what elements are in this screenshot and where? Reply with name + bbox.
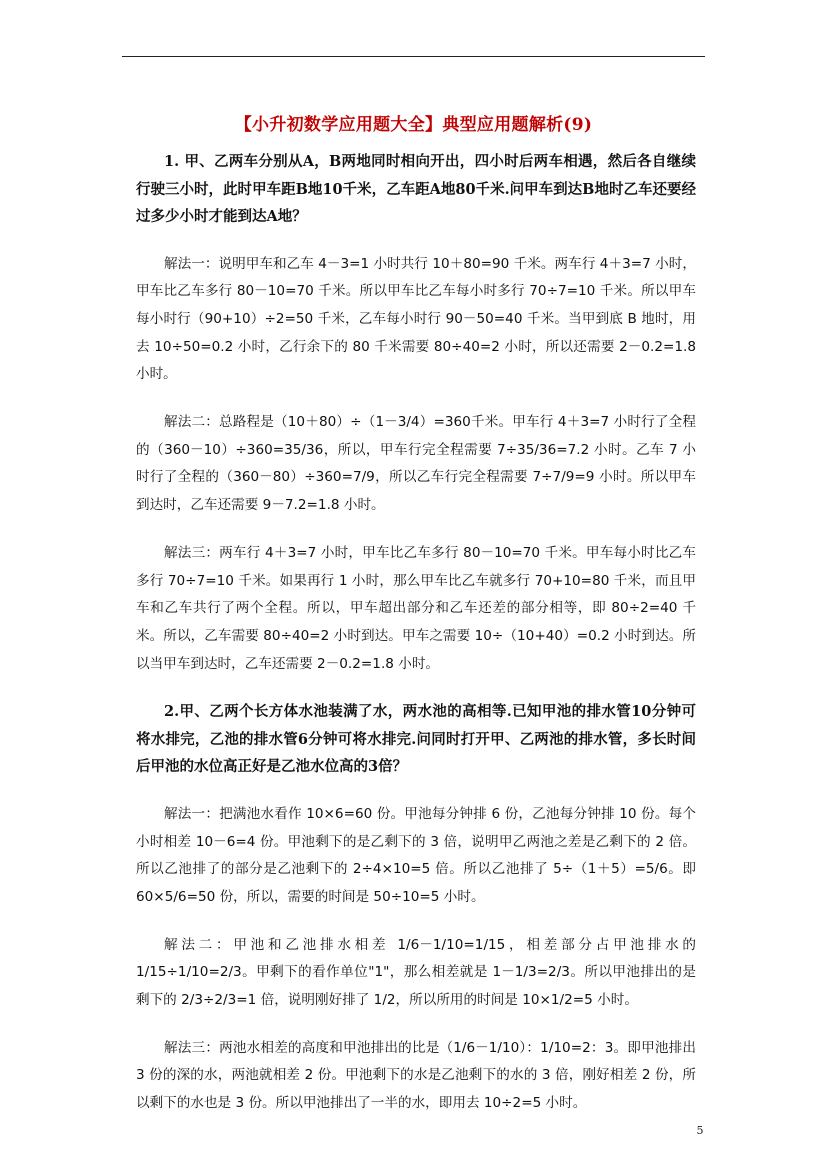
problem-1-solution-1: 解法一：说明甲车和乙车 4－3=1 小时共行 10＋80=90 千米。两车行 4＋3=7 小时，甲车比乙车多行 80－10=70 千米。所以甲车比乙车每小时多行 70÷7=10 千米。所以甲车每小时行（90+10）÷2=50 千米，乙车每小时行 90－50=40 千米。当甲到底 B 地时，用去 10÷50=0.2 小时，乙行余下的 80 千米需要 80÷40=2 小时，所以还需要 2－0.2=1.8 小时。 bbox=[136, 255, 696, 383]
document-title: 【小升初数学应用题大全】典型应用题解析(9) bbox=[234, 115, 593, 135]
problem-2-solution-1: 解法一：把满池水看作 10×6=60 份。甲池每分钟排 6 份，乙池每分钟排 10 份。每个小时相差 10－6=4 份。甲池剩下的是乙剩下的 3 倍，说明甲乙两池之差是乙剩下的 2 倍。所以乙池排了的部分是乙池剩下的 2÷4×10=5 倍。所以乙池排了 5÷（1＋5）=5/6。即 60×5/6=50 份，所以，需要的时间是 50÷10=5 小时。 bbox=[136, 805, 696, 905]
problem-1-solution-2: 解法二：总路程是（10＋80）÷（1－3/4）=360千米。甲车行 4＋3=7 小时行了全程的（360－10）÷360=35/36，所以，甲车行完全程需要 7÷35/36=7.2 小时。乙车 7 小时行了全程的（360－80）÷360=7/9，所以乙车行完全程需要 7÷7/9=9 小时。所以甲车到达时，乙车还需要 9－7.2=1.8 小时。 bbox=[136, 414, 696, 514]
problem-1-solution-3: 解法三：两车行 4＋3=7 小时，甲车比乙车多行 80－10=70 千米。甲车每小时比乙车多行 70÷7=10 千米。如果再行 1 小时，那么甲车比乙车就多行 70+10=80 千米，而且甲车和乙车共行了两个全程。所以，甲车超出部分和乙车还差的部分相等，即 80÷2=40 千米。所以，乙车需要 80÷40=2 小时到达。甲车之需要 10÷（10+40）=0.2 小时到达。所以当甲车到达时，乙车还需要 2－0.2=1.8 小时。 bbox=[136, 544, 696, 672]
page-number: 5 bbox=[696, 1124, 704, 1137]
header-rule bbox=[122, 56, 705, 57]
problem-2-question: 2.甲、乙两个长方体水池装满了水，两水池的高相等.已知甲池的排水管10分钟可将水排完，乙池的排水管6分钟可将水排完.问同时打开甲、乙两池的排水管，多长时间后甲池的水位高正好是乙池水位高的3倍？ bbox=[136, 703, 696, 776]
document-body bbox=[136, 148, 696, 1118]
problem-2-solution-2: 解法二：甲池和乙池排水相差 1/6－1/10=1/15，相差部分占甲池排水的 1/15÷1/10=2/3。甲剩下的看作单位"1"，那么相差就是 1－1/3=2/3。所以甲池排出的是剩下的 2/3÷2/3=1 倍，说明刚好排了 1/2，所以所用的时间是 10×1/2=5 小时。 bbox=[136, 936, 696, 1009]
problem-1-question: 1. 甲、乙两车分别从A，B两地同时相向开出，四小时后两车相遇，然后各自继续行驶三小时，此时甲车距B地10千米，乙车距A地80千米.问甲车到达B地时乙车还要经过多少小时才能到达A地？ bbox=[136, 153, 696, 225]
problem-2-solution-3: 解法三：两池水相差的高度和甲池排出的比是（1/6－1/10）：1/10=2：3。即甲池排出 3 份的深的水，两池就相差 2 份。甲池剩下的水是乙池剩下的水的 3 倍，刚好相差 2 份，所以剩下的水也是 3 份。所以甲池排出了一半的水，即用去 10÷2=5 小时。 bbox=[136, 1039, 696, 1112]
